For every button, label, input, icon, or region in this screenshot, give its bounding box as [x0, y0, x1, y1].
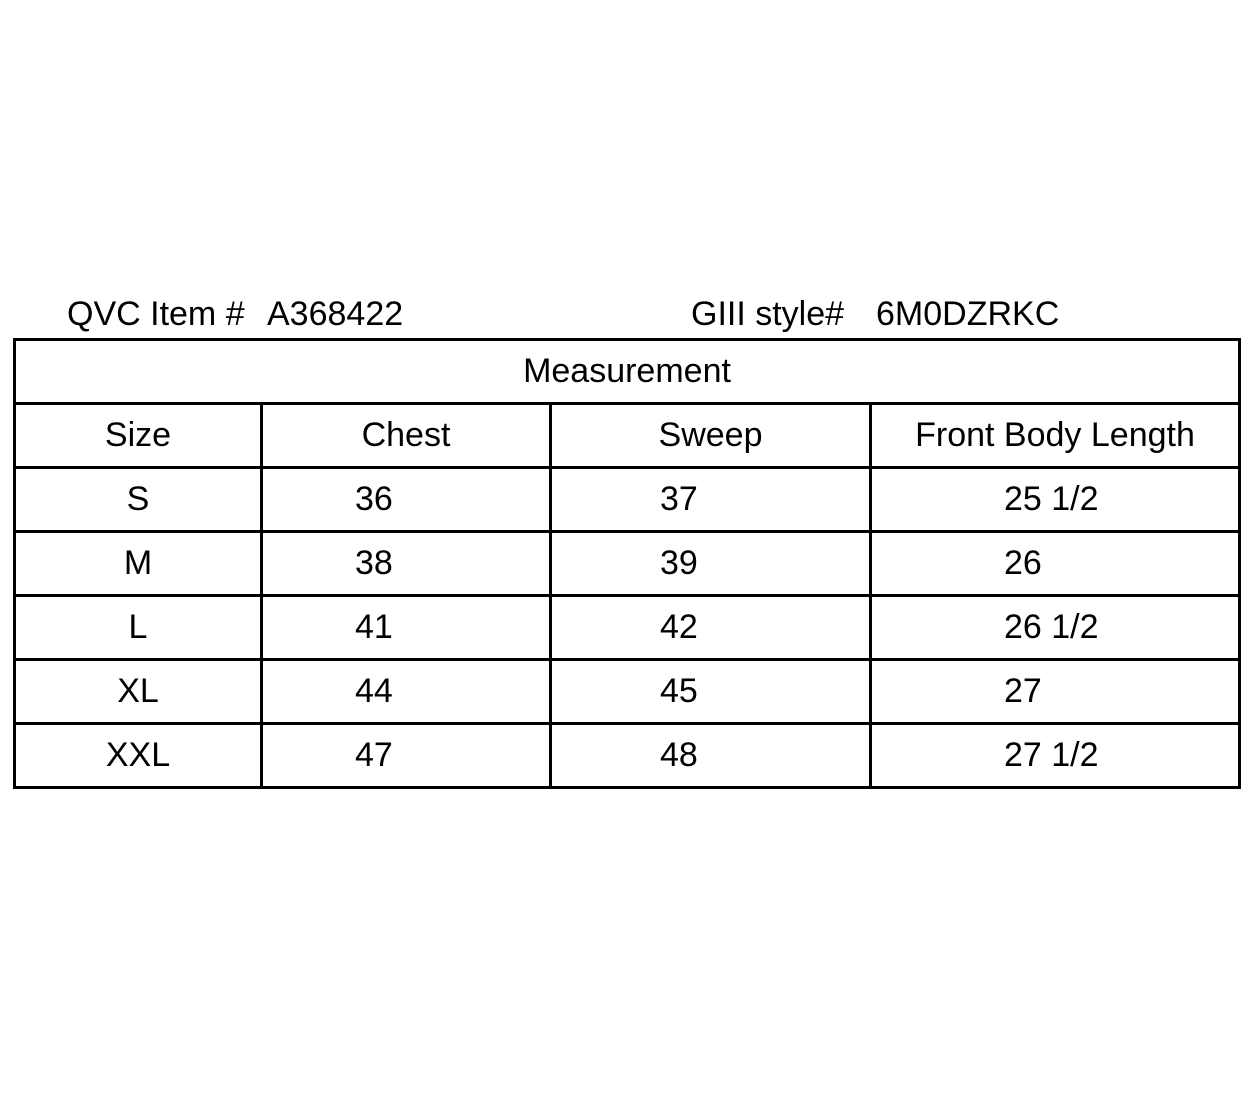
sweep-cell: 48 [551, 724, 871, 788]
sweep-cell: 39 [551, 532, 871, 596]
sweep-cell: 37 [551, 468, 871, 532]
sweep-cell: 45 [551, 660, 871, 724]
chest-cell: 47 [262, 724, 551, 788]
size-cell: M [15, 532, 262, 596]
size-cell: XXL [15, 724, 262, 788]
size-cell: S [15, 468, 262, 532]
column-header-chest: Chest [262, 404, 551, 468]
front-body-length-cell: 27 [871, 660, 1240, 724]
size-cell: XL [15, 660, 262, 724]
size-cell: L [15, 596, 262, 660]
giii-style-number: 6M0DZRKC [876, 295, 1060, 333]
column-header-front-body-length: Front Body Length [871, 404, 1240, 468]
qvc-item-label: QVC Item # [67, 295, 245, 333]
table-row [15, 596, 1240, 660]
size-chart-table [13, 338, 1241, 789]
table-row [15, 468, 1240, 532]
table-title-row [15, 340, 1240, 404]
table-row [15, 660, 1240, 724]
giii-style-label: GIII style# [691, 295, 845, 333]
table-header-row [15, 404, 1240, 468]
chest-cell: 44 [262, 660, 551, 724]
front-body-length-cell: 25 1/2 [871, 468, 1240, 532]
front-body-length-cell: 26 [871, 532, 1240, 596]
front-body-length-cell: 27 1/2 [871, 724, 1240, 788]
front-body-length-cell: 26 1/2 [871, 596, 1240, 660]
table-row [15, 724, 1240, 788]
chest-cell: 36 [262, 468, 551, 532]
chest-cell: 41 [262, 596, 551, 660]
sweep-cell: 42 [551, 596, 871, 660]
table-title: Measurement [15, 340, 1240, 404]
qvc-item-number: A368422 [267, 295, 404, 333]
chest-cell: 38 [262, 532, 551, 596]
column-header-size: Size [15, 404, 262, 468]
column-header-sweep: Sweep [551, 404, 871, 468]
table-row [15, 532, 1240, 596]
